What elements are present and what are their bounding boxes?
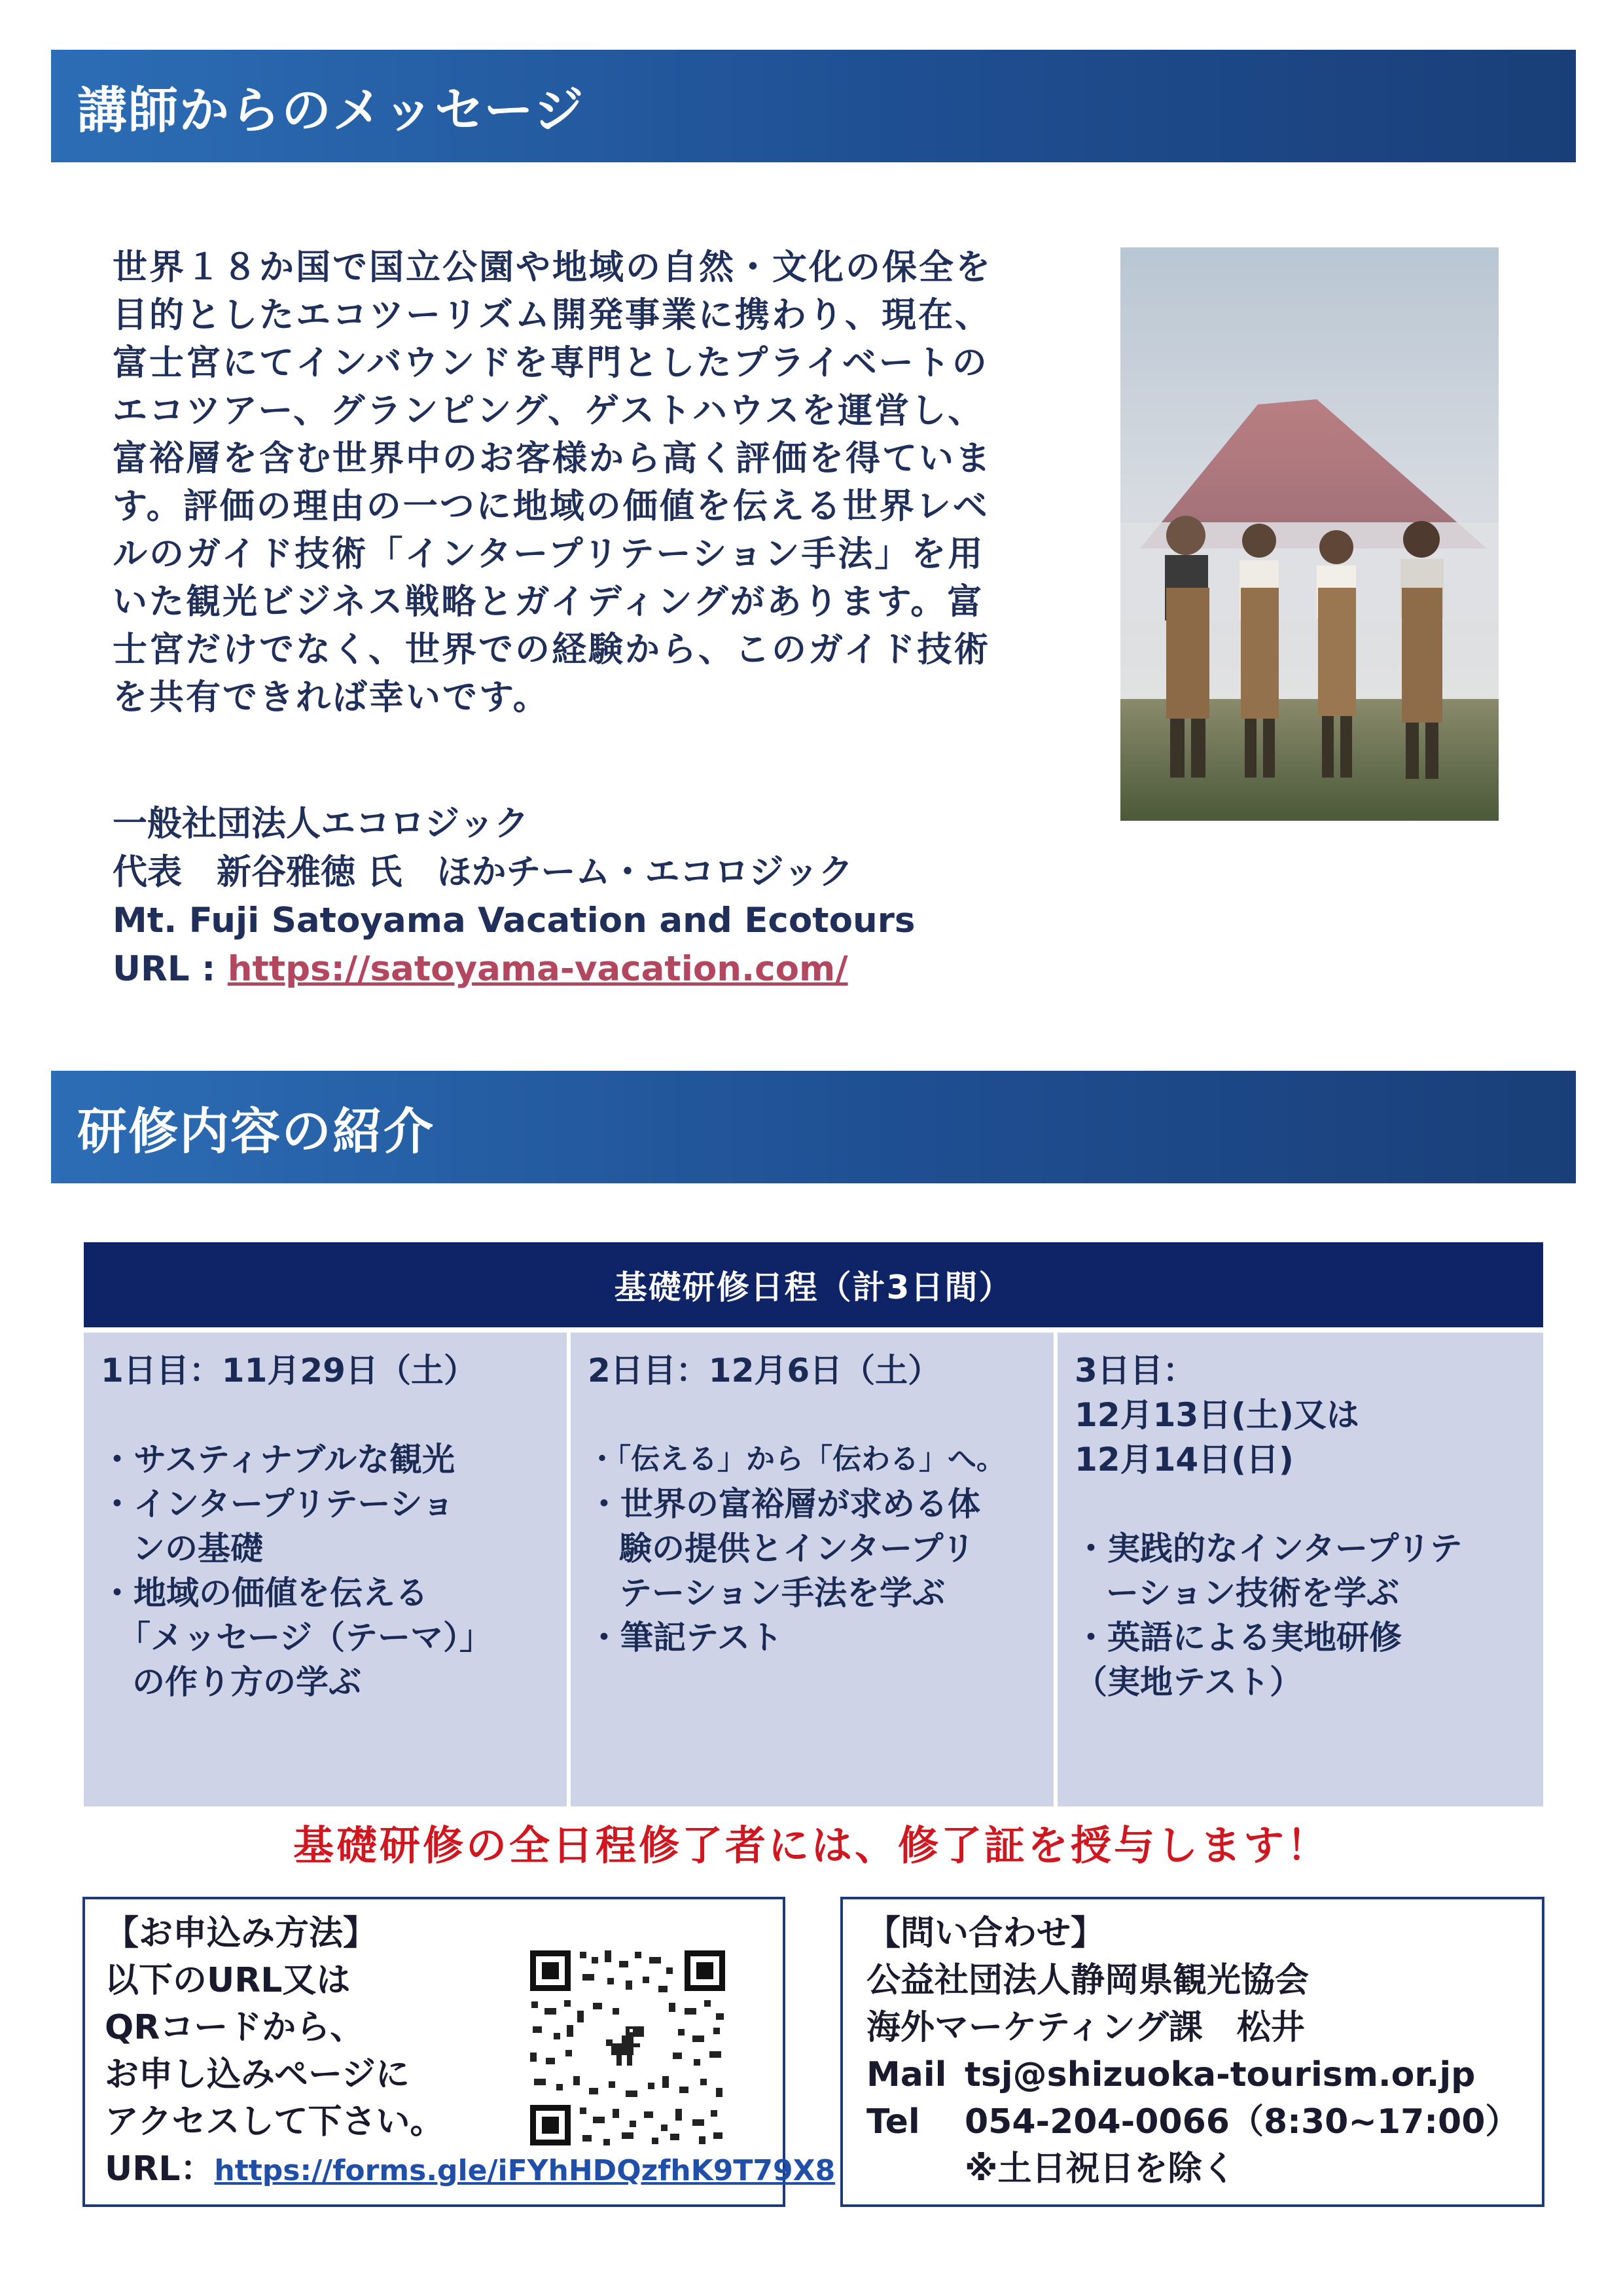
message-line: す。評価の理由の一つに地域の価値を伝える世界レベ [113,486,990,526]
message-line: 富士宮にてインバウンドを専門としたプライベートの [113,343,989,383]
day-item: ーション技術を学ぶ [1106,1574,1399,1612]
message-line: 世界１８か国で国立公園や地域の自然・文化の保全を [113,247,992,287]
schedule-day-3 [1058,1333,1543,1806]
day-item: ・地域の価値を伝える [101,1574,428,1612]
certificate-notice: 基礎研修の全日程修了者には、修了証を授与します！ [293,1821,1330,1869]
day-item: テーション手法を学ぶ [619,1574,945,1612]
contact-box [840,1897,1544,2207]
application-title: 【お申込み方法】 [105,1914,378,1953]
day-item: ・実践的なインタープリテ [1075,1530,1463,1568]
day-item: ・世界の富裕層が求める体 [588,1485,980,1523]
contact-note-row [866,2145,1518,2193]
section-heading-course: 研修内容の紹介 [51,1071,1576,1183]
schedule-day-2 [571,1333,1054,1806]
author-url-row [113,945,1094,994]
application-url-row [105,2145,836,2195]
day-item: 験の提供とインタープリ [619,1530,975,1568]
day-item: の作り方の学ぶ [132,1663,361,1701]
url-label: URL : [113,949,228,989]
instructor-message [113,243,1081,721]
application-url-link[interactable]: https://forms.gle/iFYhHDQzfhK9T79X8 [214,2154,836,2187]
day-item: ・サスティナブルな観光 [101,1441,455,1479]
contact-organization: 公益社団法人静岡県観光協会 [866,1961,1310,2000]
message-line: エコツアー、グランピング、ゲストハウスを運営し、 [113,391,985,431]
schedule-title: 基礎研修日程（計3日間） [84,1242,1543,1327]
message-line: 目的としたエコツーリズム開発事業に携わり、現在、 [113,295,991,335]
day-item: ・「伝える」から「伝わる」へ。 [588,1443,1005,1476]
day-heading: 12月13日(土)又は [1075,1396,1359,1434]
mail-label: Mail [866,2055,947,2094]
day-heading: 2日目：12月6日（土） [588,1352,941,1390]
day-item: ・英語による実地研修 [1075,1619,1402,1657]
representative: 代表 新谷雅徳 氏 ほかチーム・エコロジック [113,852,853,892]
message-line: いた観光ビジネス戦略とガイディングがあります。富 [113,582,984,622]
author-url-link[interactable]: https://satoyama-vacation.com/ [227,949,848,989]
schedule-day-1 [84,1333,567,1806]
author-info [113,800,1094,994]
tel-label: Tel [866,2102,920,2142]
application-line: 以下のURL又は [105,1961,351,2000]
day-item: （実地テスト） [1075,1663,1302,1701]
organization-name: 一般社団法人エコロジック [113,804,529,844]
day-heading: 1日目：11月29日（土） [101,1352,476,1390]
message-line: 富裕層を含む世界中のお客様から高く評価を得ていま [113,439,992,478]
day-item: 「メッセージ（テーマ）」 [118,1619,492,1657]
day-item: ンの基礎 [132,1530,263,1568]
message-line: を共有できれば幸いです。 [113,677,550,717]
company-name: Mt. Fuji Satoyama Vacation and Ecotours [113,901,916,941]
application-line: アクセスして下さい。 [105,2102,444,2142]
contact-email-link[interactable]: tsj@shizuoka-tourism.or.jp [965,2055,1476,2094]
team-photo [1120,247,1499,821]
url-label: URL： [105,2149,215,2189]
message-line: ルのガイド技術「インタープリテーション手法」を用 [113,534,985,574]
application-box [82,1897,836,2207]
message-line: 士宮だけでなく、世界での経験から、このガイド技術 [113,630,991,670]
contact-title: 【問い合わせ】 [866,1914,1105,1953]
contact-department: 海外マーケティング課 松井 [866,2008,1305,2047]
contact-phone: 054-204-0066（8:30~17:00） [965,2102,1520,2142]
qr-code[interactable] [527,1948,728,2148]
day-item: ・インタープリテーショ [101,1485,455,1523]
day-heading: 12月14日(日) [1075,1441,1294,1479]
application-line: QRコードから、 [105,2008,365,2047]
contact-note: ※土日祝日を除く [965,2149,1236,2189]
contact-tel-row [866,2098,1518,2145]
section-heading-message: 講師からのメッセージ [51,50,1576,162]
day-heading: 3日目： [1075,1352,1196,1390]
contact-mail-row [866,2051,1518,2098]
application-line: お申し込みページに [105,2055,410,2094]
day-item: ・筆記テスト [588,1619,783,1657]
